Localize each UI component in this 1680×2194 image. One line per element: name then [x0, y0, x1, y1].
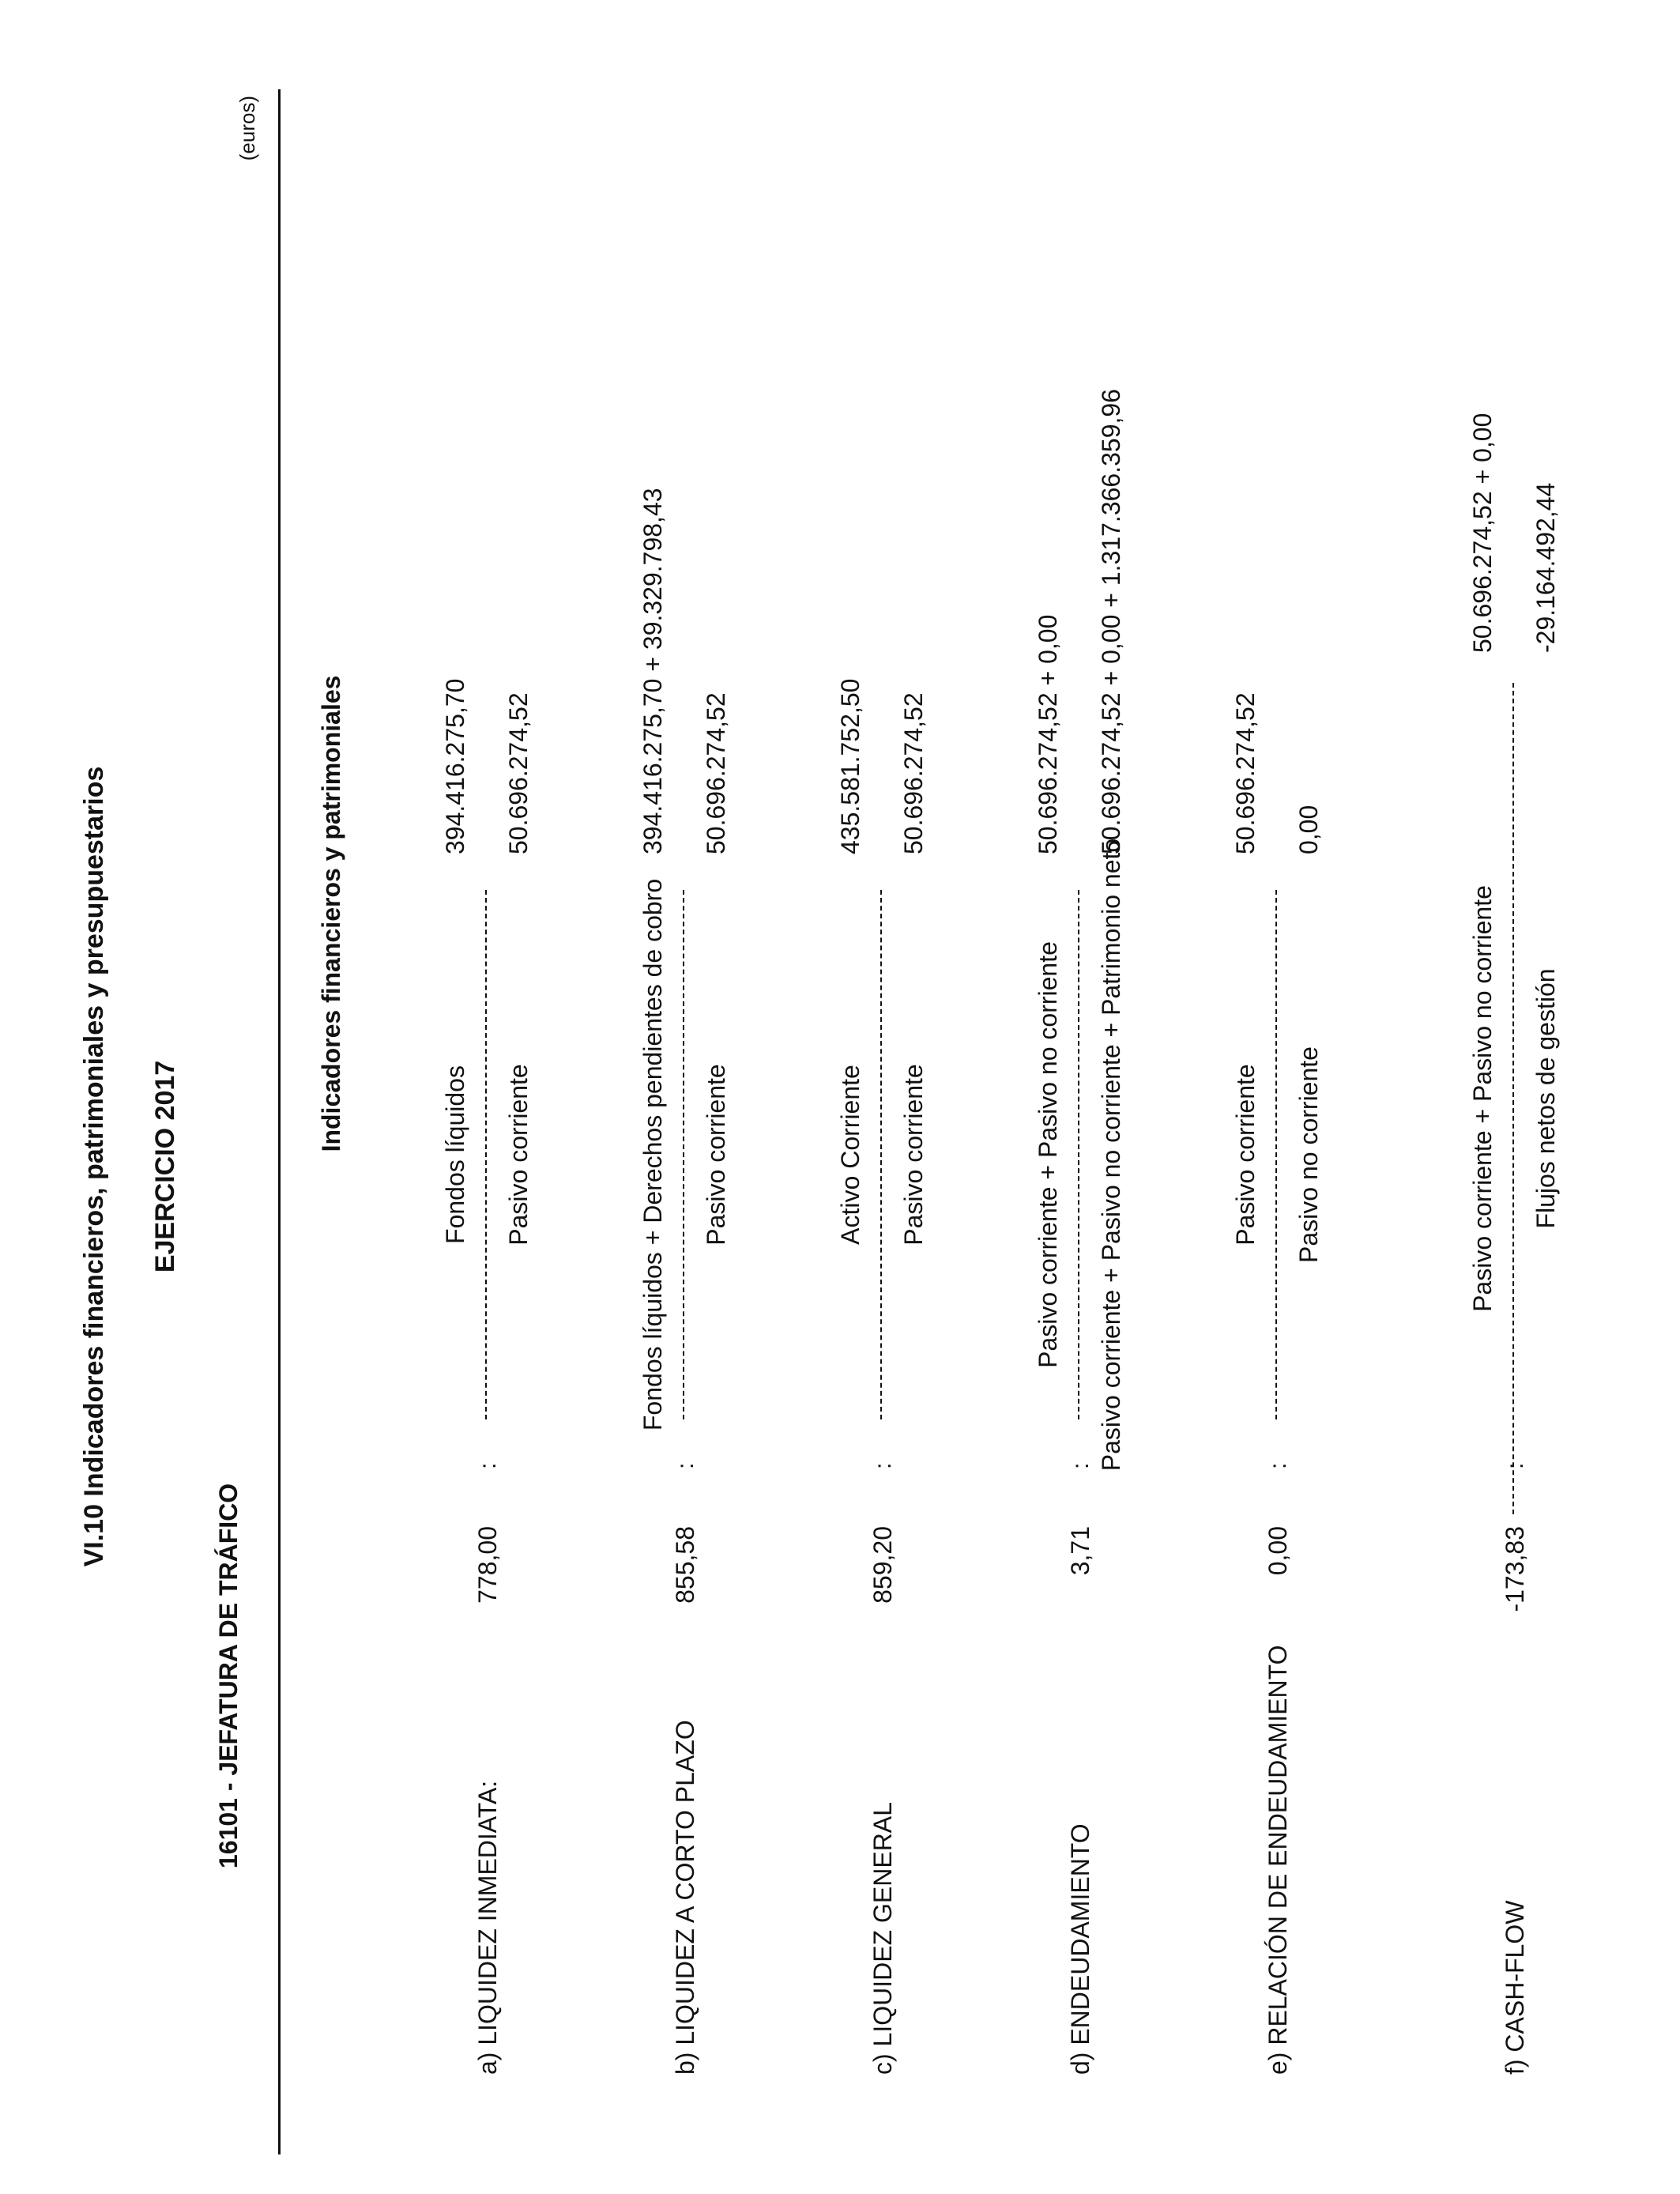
colon-separator: :	[1502, 1462, 1528, 1469]
indicator-value: 859,20	[868, 1526, 897, 1604]
colon-separator: :	[1265, 1462, 1291, 1469]
denominator-values: 0,00	[1294, 805, 1323, 854]
indicator-value: 778,00	[473, 1526, 502, 1604]
report-subtitle: EJERCICIO 2017	[150, 1060, 180, 1273]
denominator-label: Pasivo corriente	[899, 1064, 928, 1246]
numerator-label: Activo Corriente	[836, 1065, 864, 1245]
denominator-label: Pasivo corriente + Pasivo no corriente + Patrimonio neto	[1097, 838, 1125, 1472]
fraction-line	[880, 890, 882, 1419]
denominator-label: Pasivo corriente	[504, 1064, 533, 1246]
colon-separator: :	[1068, 1462, 1094, 1469]
colon-separator: :	[475, 1462, 501, 1469]
fraction-line	[1275, 890, 1277, 1419]
indicator-label: a) LIQUIDEZ INMEDIATA:	[473, 1780, 502, 2075]
colon-separator: :	[672, 1462, 699, 1469]
denominator-label: Flujos netos de gestión	[1531, 968, 1560, 1229]
numerator-values: 394.416.275,70 + 39.329.798,43	[638, 488, 667, 854]
numerator-label: Pasivo corriente + Pasivo no corriente	[1468, 885, 1497, 1312]
numerator-values: 50.696.274,52 + 0,00	[1034, 614, 1062, 854]
numerator-values: 50.696.274,52 + 0,00	[1468, 413, 1497, 653]
fraction-line	[1078, 890, 1079, 1419]
numerator-label: Pasivo corriente	[1231, 1064, 1260, 1246]
denominator-values: 50.696.274,52	[702, 692, 730, 854]
header-rule	[278, 89, 281, 2154]
fraction-line	[1512, 683, 1514, 1514]
indicator-value: 3,71	[1066, 1526, 1094, 1576]
numerator-values: 435.581.752,50	[836, 678, 864, 854]
indicator-label: e) RELACIÓN DE ENDEUDAMIENTO	[1264, 1645, 1292, 2075]
indicator-label: d) ENDEUDAMIENTO	[1066, 1823, 1094, 2075]
denominator-label: Pasivo no corriente	[1294, 1046, 1323, 1263]
report-title: VI.10 Indicadores financieros, patrimoniales y presupuestarios	[79, 766, 109, 1567]
numerator-values: 50.696.274,52	[1231, 692, 1260, 854]
numerator-label: Fondos líquidos + Derechos pendientes de cobro	[638, 878, 667, 1431]
numerator-values: 394.416.275,70	[441, 678, 469, 854]
section-title: Indicadores financieros y patrimoniales	[317, 675, 345, 1152]
denominator-label: Pasivo corriente	[702, 1064, 730, 1246]
indicator-value: 855,58	[671, 1526, 699, 1604]
currency-unit: (euros)	[235, 96, 259, 161]
denominator-values: -29.164.492,44	[1531, 482, 1560, 653]
denominator-values: 50.696.274,52 + 0,00 + 1.317.366.359,96	[1097, 389, 1125, 854]
indicator-value: -173,83	[1501, 1526, 1529, 1612]
fraction-line	[683, 890, 684, 1419]
colon-separator: :	[870, 1462, 896, 1469]
denominator-values: 50.696.274,52	[899, 692, 928, 854]
numerator-label: Pasivo corriente + Pasivo no corriente	[1034, 941, 1062, 1368]
numerator-label: Fondos líquidos	[441, 1065, 469, 1244]
indicator-label: b) LIQUIDEZ A CORTO PLAZO	[671, 1720, 699, 2075]
indicator-label: c) LIQUIDEZ GENERAL	[868, 1802, 897, 2075]
entity-name: 16101 - JEFATURA DE TRÁFICO	[214, 1483, 243, 1868]
denominator-values: 50.696.274,52	[504, 692, 533, 854]
fraction-line	[485, 890, 487, 1419]
indicator-label: f) CASH-FLOW	[1501, 1900, 1529, 2075]
indicator-value: 0,00	[1264, 1526, 1292, 1576]
